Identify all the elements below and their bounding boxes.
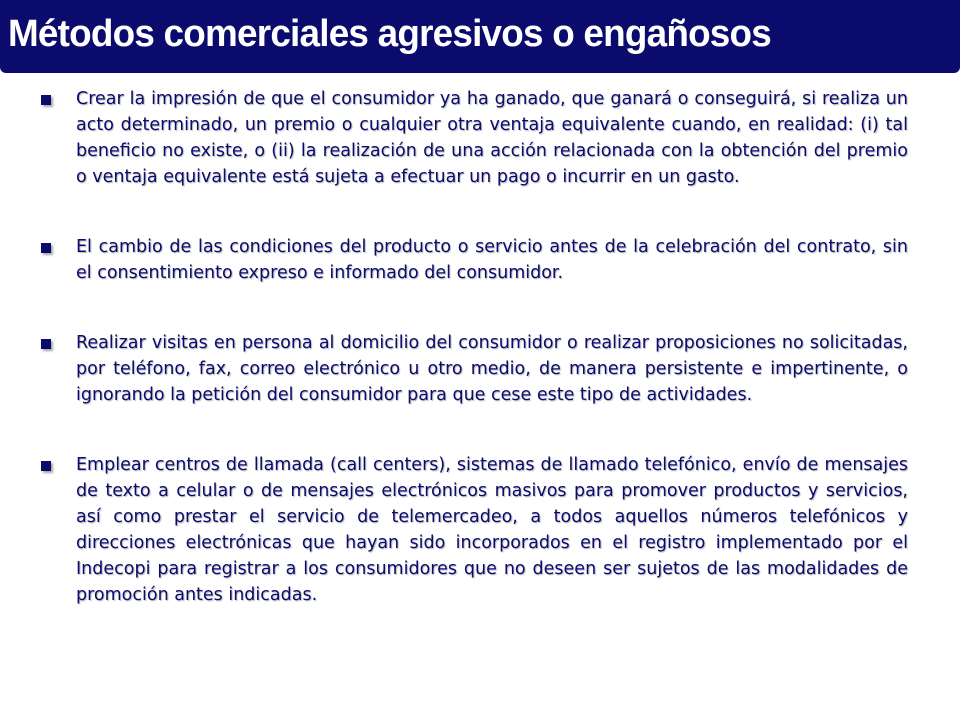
bullet-text: Realizar visitas en persona al domicilio del consumidor o realizar proposiciones no solicitadas, por teléfono, fax, correo electrónico u otro medio, de manera persistente e impertinente, o ignorando la petición del consumidor para que cese este tipo de actividades. <box>76 333 908 405</box>
square-bullet-icon <box>41 243 51 253</box>
bullet-item <box>38 86 908 190</box>
square-bullet-icon <box>41 461 51 471</box>
bullet-item <box>38 234 908 286</box>
bullet-item <box>38 330 908 408</box>
bullet-text: El cambio de las condiciones del producto o servicio antes de la celebración del contrato, sin el consentimiento expreso e informado del consumidor. <box>76 237 908 283</box>
square-bullet-icon <box>41 339 51 349</box>
bullet-text: Crear la impresión de que el consumidor ya ha ganado, que ganará o conseguirá, si realiza un acto determinado, un premio o cualquier otra ventaja equivalente cuando, en realidad: (i) tal beneficio no existe, o (ii) la realización de una acción relacionada con la obtención del premio o ventaja equivalente está sujeta a efectuar un pago o incurrir en un gasto. <box>76 89 908 187</box>
bullet-item <box>38 452 908 608</box>
bullet-list <box>38 86 908 608</box>
square-bullet-icon <box>41 95 51 105</box>
slide-title: Métodos comerciales agresivos o engañosos <box>8 13 772 55</box>
bullet-text: Emplear centros de llamada (call centers), sistemas de llamado telefónico, envío de mensajes de texto a celular o de mensajes electrónicos masivos para promover productos y servicios, así como prestar el servicio de telemercadeo, a todos aquellos números telefónicos y direcciones electrónicas que hayan sido incorporados en el registro implementado por el Indecopi para registrar a los consumidores que no deseen ser sujetos de las modalidades de promoción antes indicadas. <box>76 455 908 605</box>
title-bar <box>0 0 960 73</box>
